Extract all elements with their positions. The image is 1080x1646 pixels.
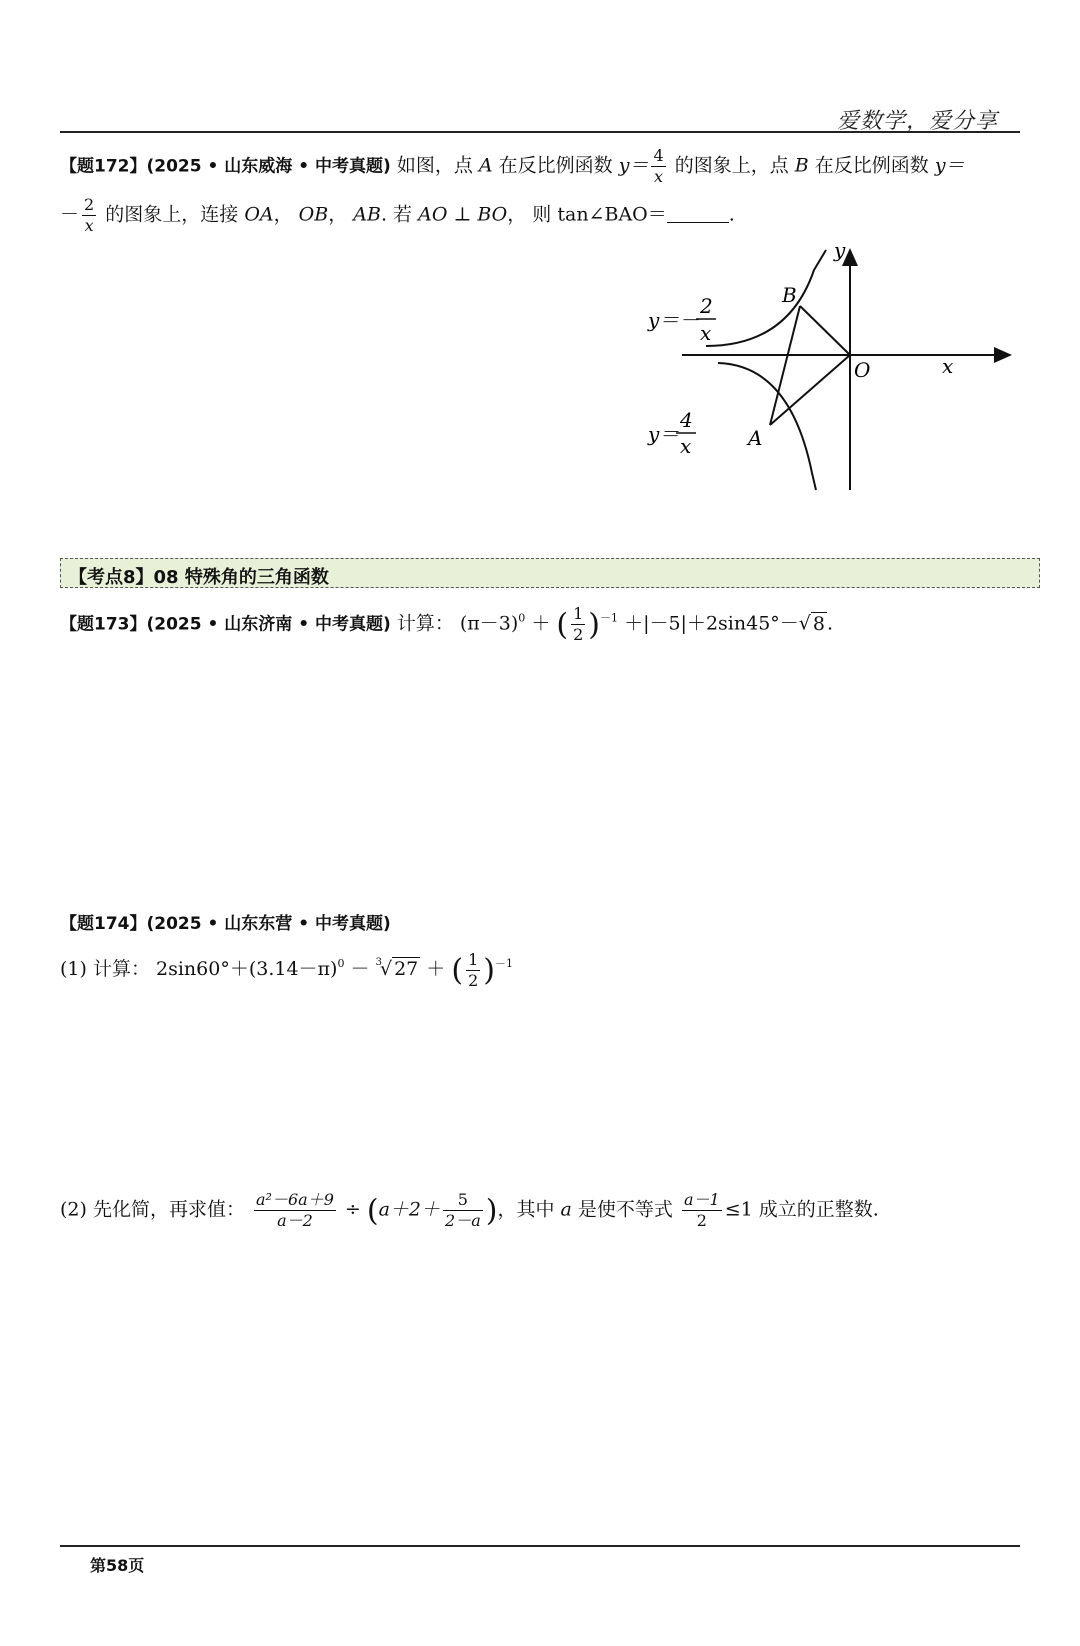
q172-fn1-fraction <box>651 148 665 185</box>
section-label: 【考点8】08 特殊角的三角函数 <box>69 567 329 588</box>
q173-half-num: 1 <box>573 604 584 623</box>
q174-p1-term-1: 2sin60°＋(3.14－π) <box>156 958 338 980</box>
q174-p2-ineq-num: a－1 <box>683 1190 720 1209</box>
q173-term-1: (π－3) <box>459 612 519 635</box>
q174-p2-main-fraction <box>254 1192 336 1229</box>
q173-line: 【题173】(2025 • 山东济南 • 中考真题) 计算： $(\pi-3)^0$ ＋ ( $\frac{1}{2}$ )$^{-1}$ ＋|－5|＋2sin45°－√ 8 . <box>60 604 834 644</box>
q174-p2-div: ÷ <box>344 1198 361 1221</box>
q173-end: . <box>827 612 834 635</box>
q174-tag: 【题174】 <box>60 914 147 934</box>
q172-fn2-lhs: y＝ <box>934 154 965 177</box>
q172-fn1-den: x <box>654 167 664 186</box>
q172-end: . <box>728 203 735 226</box>
q174-p2-text: ，其中 <box>497 1198 555 1221</box>
q174-p2-text-2: 是使不等式 <box>577 1198 673 1221</box>
q174-p1-term-1-exp: 0 <box>337 957 345 970</box>
q172-text-f: 若 <box>393 203 413 226</box>
q172-text-a: 如图，点 <box>396 154 473 177</box>
q172-perp: AO ⊥ BO <box>418 203 508 226</box>
q174-p1-half <box>466 949 480 990</box>
q172-fn2-sign: － <box>60 203 80 226</box>
header-slogan: 爱数学，爱分享 <box>836 109 998 134</box>
q172-seg-ab: AB <box>353 203 381 226</box>
q172-var-b: B <box>794 154 809 177</box>
q172-seg-ob: OB <box>298 203 329 226</box>
section-header <box>60 558 1040 588</box>
q174-p2-ineq-fraction <box>682 1192 722 1229</box>
q173-source: (2025 • 山东济南 • 中考真题) <box>146 614 391 635</box>
label-bottom-curve-den: x <box>680 434 692 458</box>
q172-line-2: － $\frac{2}{x}$ 的图象上，连接 OA， OB， AB. 若 AO ⊥ BO， 则 tan∠BAO＝ . <box>60 195 735 235</box>
q174-p2-inner-den: 2－a <box>445 1211 481 1230</box>
q174-heading <box>60 911 391 936</box>
q174-p1-root-arg: 27 <box>394 958 419 980</box>
q174-p2-inner-fraction <box>443 1192 483 1229</box>
q172-source: (2025 • 山东威海 • 中考真题) <box>146 156 391 177</box>
q174-p2-den: a－2 <box>277 1211 313 1230</box>
label-top-curve-den: x <box>700 321 712 345</box>
q172-figure <box>648 238 1020 515</box>
label-bottom-curve-lhs: y＝ <box>648 422 680 446</box>
q174-p2-var: a <box>560 1198 572 1221</box>
footer-page-number: 第58页 <box>90 1556 145 1575</box>
q172-fn2-num: 2 <box>84 195 95 214</box>
q172-text-e: 的图象上，连接 <box>105 203 239 226</box>
segment-ab <box>770 306 800 425</box>
q172-text-c: 的图象上，点 <box>674 154 789 177</box>
q173-term-1-exp: 0 <box>518 611 526 625</box>
segment-oa <box>770 355 850 425</box>
q172-seg-oa: OA <box>244 203 274 226</box>
q174-p2-ineq-den: 2 <box>696 1211 707 1230</box>
q172-text-g: 则 <box>532 203 552 226</box>
q172-fn1-lhs: y＝ <box>618 154 649 177</box>
segment-ob <box>800 306 850 355</box>
q174-p1-minus: － <box>350 958 370 980</box>
q172-answer-blank <box>667 204 729 223</box>
curve-y-neg-2-over-x <box>706 250 826 346</box>
label-top-curve-lhs: y＝－ <box>648 308 700 332</box>
footer-rule <box>60 1545 1020 1547</box>
label-o: O <box>854 358 871 382</box>
q172-var-a: A <box>478 154 493 177</box>
q172-ask: tan∠BAO＝ <box>557 203 667 226</box>
q173-lead: 计算： <box>396 612 454 635</box>
q173-tag: 【题173】 <box>60 614 147 635</box>
q174-p1-half-num: 1 <box>468 949 479 969</box>
label-a: A <box>748 426 763 450</box>
q174-source: (2025 • 山东东营 • 中考真题) <box>146 914 391 934</box>
q172-line-1 <box>60 148 965 185</box>
q174-p2-lead: (2) 先化简，再求值： <box>60 1198 245 1221</box>
label-y: y <box>834 238 846 262</box>
q174-p2-num: a²－6a＋9 <box>256 1190 334 1209</box>
q173-half-exp: －1 <box>600 611 619 625</box>
curve-y-4-over-x <box>718 363 816 490</box>
label-b: B <box>782 283 797 307</box>
q174-p1-half-exp: －1 <box>494 957 513 970</box>
q174-p2-ineq-rhs: ≤1 <box>724 1198 753 1221</box>
q174-p1-plus: ＋ <box>426 958 446 980</box>
q173-term-3: ＋|－5|＋2sin45°－ <box>624 612 799 635</box>
q172-text-b: 在反比例函数 <box>498 154 613 177</box>
q172-fn2-den: x <box>84 216 94 235</box>
q172-fn1-num: 4 <box>653 146 664 165</box>
q172-text-d: 在反比例函数 <box>814 154 929 177</box>
q172-tag: 【题172】 <box>60 156 147 177</box>
q173-half <box>571 606 585 643</box>
label-top-curve-num: 2 <box>700 294 713 318</box>
q172-fn2-fraction <box>82 197 96 234</box>
q173-plus: ＋ <box>531 612 551 635</box>
header-rule <box>60 131 1020 133</box>
label-x: x <box>942 354 954 378</box>
q174-part-1: (1) 计算： $2\sin 60^\circ+(3.14-\pi)^0 - ^3√$ 27 ＋ ( $\frac{1}{2}$ )$^{-1}$ <box>60 949 513 990</box>
q173-half-den: 2 <box>573 625 584 644</box>
q174-p1-lead: (1) 计算： <box>60 958 150 980</box>
label-bottom-curve-num: 4 <box>680 408 693 432</box>
q174-p2-inner-num: 5 <box>443 1192 483 1211</box>
q174-part-2: (2) 先化简，再求值： $\frac{\text{a²－6a＋9}}{a-2}$ ÷ (a＋2＋ $\frac{5}{2-a}$ )，其中 a 是使不等式 $\frac{a-1}{2}$ ≤1 成立的正整数. <box>60 1190 879 1230</box>
q174-p1-half-den: 2 <box>468 970 479 990</box>
q173-sqrt-arg: 8 <box>812 612 825 635</box>
q174-p2-inner: a＋2＋ <box>378 1198 441 1221</box>
q174-p2-text-3: 成立的正整数. <box>758 1198 879 1221</box>
q174-p1-root-index: 3 <box>375 957 382 968</box>
